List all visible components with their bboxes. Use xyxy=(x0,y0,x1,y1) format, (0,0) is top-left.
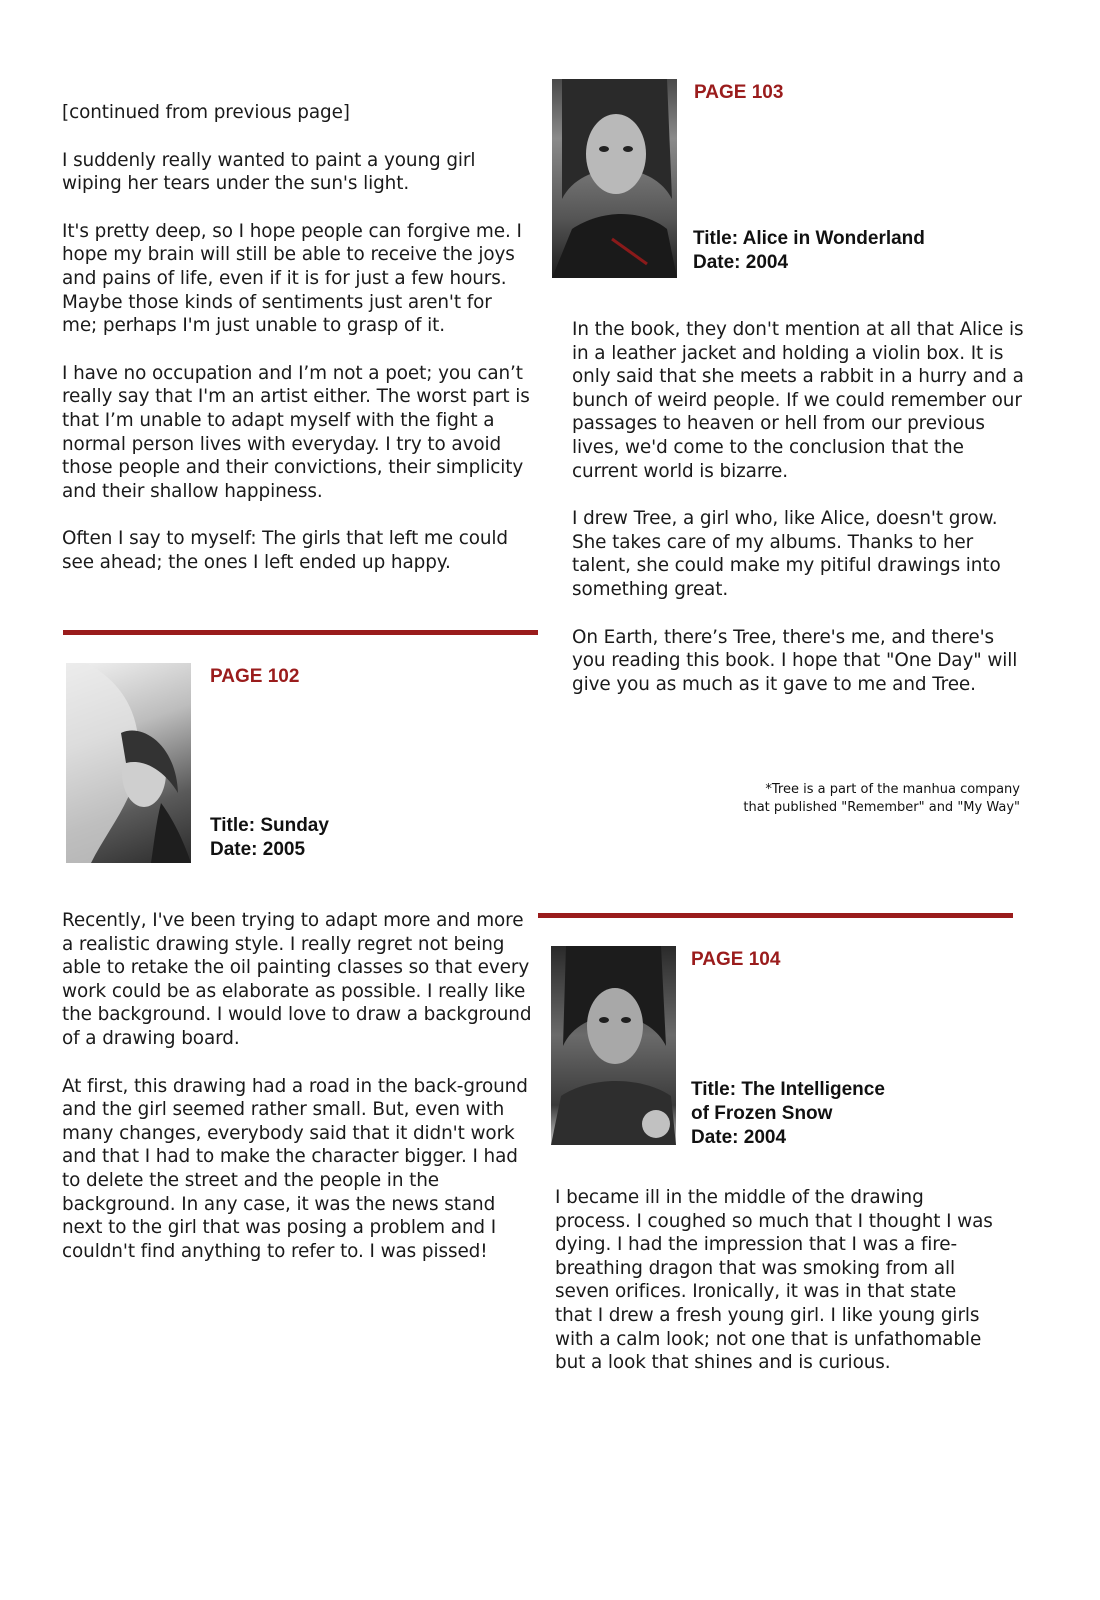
artwork-title: Title: Sunday xyxy=(210,815,329,836)
artwork-date: Date: 2004 xyxy=(691,1127,787,1148)
page-103-text xyxy=(572,318,1032,696)
page-label: PAGE 102 xyxy=(210,666,300,687)
page-label: PAGE 104 xyxy=(691,949,781,970)
section-divider xyxy=(63,630,538,635)
footnote-line: that published "Remember" and "My Way" xyxy=(743,800,1020,815)
artwork-date: Date: 2004 xyxy=(693,252,789,273)
artwork-meta xyxy=(210,814,329,862)
portrait-illustration xyxy=(551,946,676,1145)
artwork-title: Title: Alice in Wonderland xyxy=(693,228,925,249)
page-104-thumbnail xyxy=(551,946,676,1145)
paragraph: I have no occupation and I’m not a poet; you can’t really say that I'm an artist either. The worst part is that I’m unable to adapt myself with the fight a normal person lives with everyday. I try to avoid those people and their convictions, their simplicity and their shallow happiness. xyxy=(62,362,530,502)
paragraph: I became ill in the middle of the drawing process. I coughed so much that I thought I was dying. I had the impression that I was a fire-breathing dragon that was smoking from all seven orifices. Ironically, it was in that state that I drew a fresh young girl. I like young girls with a calm look; not one that is unfathomable but a look that shines and is curious. xyxy=(555,1187,993,1374)
artwork-date: Date: 2005 xyxy=(210,839,306,860)
continued-text-block xyxy=(62,101,532,575)
page-102-text xyxy=(62,909,532,1263)
paragraph: It's pretty deep, so I hope people can forgive me. I hope my brain will still be able to receive the joys and pains of life, even if it is for just a few hours. Maybe those kinds of sentiments just aren't for me; perhaps I'm just unable to grasp of it. xyxy=(62,220,522,337)
page-102-thumbnail xyxy=(66,663,191,863)
page-label: PAGE 103 xyxy=(694,82,784,103)
paragraph: I drew Tree, a girl who, like Alice, doesn't grow. She takes care of my albums. Thanks to her talent, she could make my pitiful drawings into something great. xyxy=(572,508,1001,600)
footnote-line: *Tree is a part of the manhua company xyxy=(765,782,1020,797)
paragraph: In the book, they don't mention at all that Alice is in a leather jacket and holding a violin box. It is only said that she meets a rabbit in a hurry and a bunch of weird people. If we could remember our passages to heaven or hell from our previous lives, we'd come to the conclusion that the current world is bizarre. xyxy=(572,319,1024,482)
footnote xyxy=(660,781,1020,817)
portrait-illustration xyxy=(66,663,191,863)
artwork-title: of Frozen Snow xyxy=(691,1103,833,1124)
artwork-meta xyxy=(691,1078,885,1150)
paragraph: At first, this drawing had a road in the back-ground and the girl seemed rather small. But, even with many changes, everybody said that it didn't work and that I had to make the character bigger. I had to delete the street and the people in the background. In any case, it was the news stand next to the girl that was posing a problem and I couldn't find anything to refer to. I was pissed! xyxy=(62,1075,528,1262)
paragraph: Often I say to myself: The girls that left me could see ahead; the ones I left ended up happy. xyxy=(62,528,509,573)
page-103-thumbnail xyxy=(552,79,677,278)
paragraph: [continued from previous page] xyxy=(62,102,350,123)
artwork-meta xyxy=(693,227,925,275)
paragraph: On Earth, there’s Tree, there's me, and there's you reading this book. I hope that "One Day" will give you as much as it gave to me and Tree. xyxy=(572,626,1018,695)
section-divider xyxy=(538,913,1013,918)
artwork-title: Title: The Intelligence xyxy=(691,1079,885,1100)
page-104-text xyxy=(555,1186,995,1375)
portrait-illustration xyxy=(552,79,677,278)
paragraph: Recently, I've been trying to adapt more and more a realistic drawing style. I really regret not being able to retake the oil painting classes so that every work could be as elaborate as possible. I really like the background. I would love to draw a background of a drawing board. xyxy=(62,910,532,1049)
paragraph: I suddenly really wanted to paint a young girl wiping her tears under the sun's light. xyxy=(62,149,476,195)
